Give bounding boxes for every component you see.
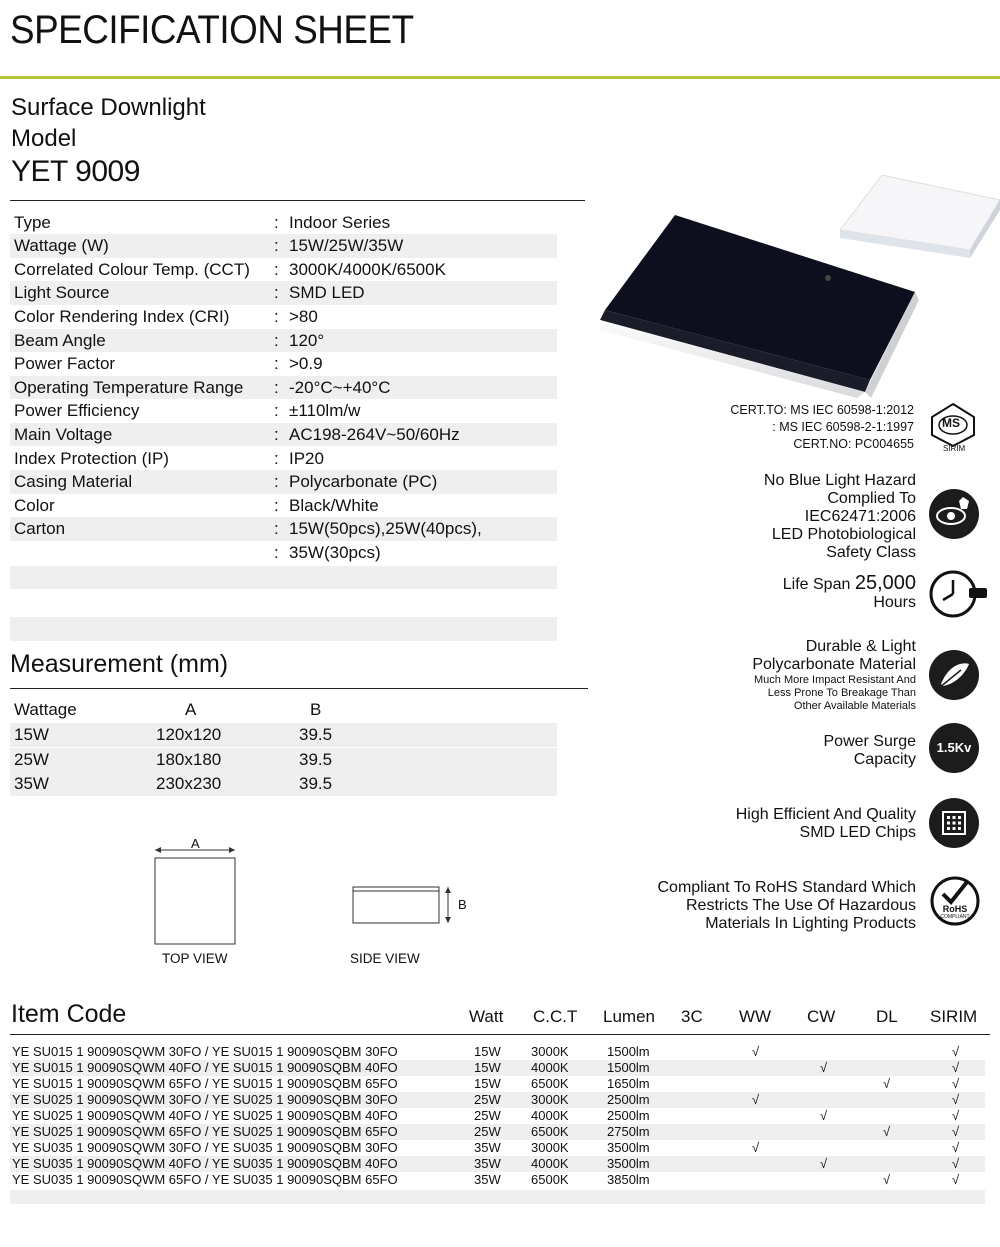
spec-row	[10, 494, 557, 518]
chip-icon	[929, 798, 979, 848]
top-view-label: TOP VIEW	[162, 951, 228, 966]
item-watt: 15W	[474, 1044, 501, 1059]
feature-text: IEC62471:2006	[804, 508, 916, 525]
sirim-check-mark: √	[952, 1156, 960, 1171]
item-code-row	[10, 1092, 985, 1108]
feature-text: High Efficient And Quality	[735, 806, 916, 823]
power-surge-feature	[824, 733, 917, 769]
spec-label: Power Efficiency	[14, 401, 140, 421]
check-mark: √	[883, 1172, 891, 1187]
spec-row	[10, 376, 557, 400]
feature-text: Materials In Lighting Products	[705, 915, 916, 932]
spec-label: Power Factor	[14, 354, 116, 374]
spec-row-empty	[10, 566, 557, 590]
measurement-cell: 35W	[14, 774, 49, 793]
spec-label: Type	[14, 212, 51, 232]
spec-value: 15W(50pcs),25W(40pcs),	[289, 519, 482, 539]
feature-text: Capacity	[853, 751, 916, 768]
dim-b-label: B	[458, 897, 467, 912]
spec-colon: :	[274, 495, 279, 515]
item-code: YE SU015 1 90090SQWM 65FO / YE SU015 1 90090SQBM 65FO	[12, 1076, 398, 1091]
model-label: Model	[11, 125, 77, 152]
feature-text: Compliant To RoHS Standard Which	[657, 879, 916, 896]
check-mark: √	[820, 1060, 828, 1075]
item-code-header-cell: SIRIM	[930, 1007, 978, 1026]
feature-text: Safety Class	[826, 544, 916, 561]
item-code-row-empty	[10, 1190, 985, 1204]
model-number: YET 9009	[11, 155, 140, 188]
check-mark: √	[752, 1044, 760, 1059]
spec-row	[10, 399, 557, 423]
spec-row	[10, 517, 557, 541]
spec-value: 15W/25W/35W	[289, 236, 404, 256]
spec-value: Indoor Series	[289, 212, 391, 232]
spec-colon: :	[274, 448, 279, 468]
spec-colon: :	[274, 236, 279, 256]
life-span-feature	[783, 574, 916, 612]
spec-value: ±110lm/w	[289, 401, 361, 421]
check-mark: √	[752, 1092, 760, 1107]
spec-label: Operating Temperature Range	[14, 377, 244, 397]
clock-icon	[929, 568, 989, 620]
item-code-divider	[10, 1034, 990, 1035]
item-code-header-cell: DL	[876, 1007, 898, 1026]
title-divider	[0, 76, 1000, 79]
measurement-header-cell: A	[185, 700, 197, 719]
cert-line-1: CERT.TO: MS IEC 60598-1:2012	[730, 403, 914, 417]
item-code: YE SU035 1 90090SQWM 65FO / YE SU035 1 90090SQBM 65FO	[12, 1172, 398, 1187]
item-code-header-cell: C.C.T	[533, 1007, 578, 1026]
spec-colon: :	[274, 259, 279, 279]
item-watt: 25W	[474, 1124, 501, 1139]
feature-text: Complied To	[827, 490, 916, 507]
item-code-row	[10, 1172, 985, 1188]
spec-value: -20°C~+40°C	[289, 377, 391, 397]
cert-line-2: : MS IEC 60598-2-1:1997	[772, 420, 914, 434]
item-lumen: 3500lm	[607, 1156, 650, 1171]
item-code: YE SU035 1 90090SQWM 40FO / YE SU035 1 90090SQBM 40FO	[12, 1156, 398, 1171]
spec-value: >80	[289, 306, 318, 326]
side-view-diagram	[350, 882, 460, 928]
spec-row	[10, 352, 557, 376]
item-cct: 6500K	[531, 1124, 569, 1139]
spec-label: Color Rendering Index (CRI)	[14, 306, 230, 326]
item-code-row	[10, 1140, 985, 1156]
cert-line-3: CERT.NO: PC004655	[793, 437, 914, 451]
measurement-cell: 15W	[14, 725, 49, 744]
spec-value: 3000K/4000K/6500K	[289, 259, 446, 279]
item-code-header-cell: Lumen	[603, 1007, 655, 1026]
item-code: YE SU025 1 90090SQWM 30FO / YE SU025 1 90090SQBM 30FO	[12, 1092, 398, 1107]
measurement-cell: 39.5	[299, 725, 333, 744]
product-type: Surface Downlight	[11, 94, 206, 121]
item-lumen: 1650lm	[607, 1076, 650, 1091]
spec-value: IP20	[289, 448, 324, 468]
life-span-unit: Hours	[873, 594, 916, 611]
life-span-label: Life Span	[782, 576, 855, 593]
item-watt: 25W	[474, 1092, 501, 1107]
smd-chip-feature	[736, 806, 916, 842]
measurement-cell: 39.5	[299, 749, 333, 769]
spec-label: Casing Material	[14, 472, 133, 492]
side-view-drawing	[350, 882, 460, 928]
ms-logo-text: MS	[942, 416, 960, 430]
spec-value: >0.9	[289, 354, 323, 374]
check-mark: √	[883, 1124, 891, 1139]
spec-label: Beam Angle	[14, 330, 106, 350]
spec-value: Polycarbonate (PC)	[289, 472, 438, 492]
item-watt: 15W	[474, 1076, 501, 1091]
item-watt: 35W	[474, 1156, 501, 1171]
item-code-row	[10, 1156, 985, 1172]
item-code: YE SU015 1 90090SQWM 30FO / YE SU015 1 90090SQBM 30FO	[12, 1044, 398, 1059]
durable-feature	[752, 638, 916, 713]
spec-colon: :	[274, 519, 279, 539]
feature-text: LED Photobiological	[771, 526, 916, 543]
item-lumen: 3500lm	[607, 1140, 650, 1155]
certification-text	[730, 402, 914, 453]
measurement-header	[10, 698, 557, 722]
sirim-check-mark: √	[952, 1044, 960, 1059]
feature-subtext: Less Prone To Breakage Than	[767, 687, 916, 699]
item-lumen: 1500lm	[607, 1044, 650, 1059]
item-code-header-cell: CW	[807, 1007, 836, 1026]
spec-colon: :	[274, 330, 279, 350]
spec-row-empty	[10, 589, 557, 613]
item-code-row	[10, 1108, 985, 1124]
blue-light-feature	[764, 472, 916, 562]
item-cct: 3000K	[531, 1044, 569, 1059]
dim-a-label: A	[191, 836, 200, 851]
feature-text: Durable & Light	[805, 638, 916, 655]
item-lumen: 2750lm	[607, 1124, 650, 1139]
spec-colon: :	[274, 401, 279, 421]
spec-colon: :	[274, 283, 279, 303]
item-cct: 6500K	[531, 1076, 569, 1091]
feature-text: Power Surge	[823, 733, 916, 750]
spec-divider	[10, 200, 585, 201]
surge-badge-icon	[929, 723, 979, 773]
spec-colon: :	[274, 306, 279, 326]
spec-label: Light Source	[14, 283, 110, 303]
product-heading	[11, 92, 206, 154]
sirim-check-mark: √	[952, 1124, 960, 1139]
item-cct: 3000K	[531, 1140, 569, 1155]
feather-icon	[929, 650, 979, 700]
spec-label: Wattage (W)	[14, 236, 109, 256]
item-code-row	[10, 1060, 985, 1076]
spec-label: Main Voltage	[14, 424, 113, 444]
sirim-check-mark: √	[952, 1060, 960, 1075]
item-code: YE SU015 1 90090SQWM 40FO / YE SU015 1 90090SQBM 40FO	[12, 1060, 398, 1075]
measurement-row	[10, 772, 557, 796]
measurement-cell: 25W	[14, 749, 49, 769]
item-code-row	[10, 1076, 985, 1092]
item-cct: 4000K	[531, 1060, 569, 1075]
spec-row-empty	[10, 617, 557, 641]
rohs-badge-sub: COMPLIANT	[940, 914, 970, 920]
page-title: SPECIFICATION SHEET	[10, 8, 414, 52]
item-code-title: Item Code	[11, 1000, 127, 1028]
sirim-logo-text: SIRIM	[943, 444, 966, 453]
spec-colon: :	[274, 354, 279, 374]
spec-colon: :	[274, 472, 279, 492]
side-view-label: SIDE VIEW	[350, 951, 420, 966]
item-cct: 4000K	[531, 1108, 569, 1123]
spec-row	[10, 211, 557, 235]
spec-label: Color	[14, 495, 55, 515]
item-lumen: 3850lm	[607, 1172, 650, 1187]
spec-value: Black/White	[289, 495, 379, 515]
spec-colon: :	[274, 377, 279, 397]
spec-row	[10, 470, 557, 494]
spec-label: Correlated Colour Temp. (CCT)	[14, 259, 250, 279]
measurement-cell: 230x230	[156, 774, 222, 793]
rohs-badge-text: RoHS	[942, 904, 968, 914]
item-watt: 15W	[474, 1060, 501, 1075]
spec-value: 120°	[289, 330, 325, 350]
item-code: YE SU035 1 90090SQWM 30FO / YE SU035 1 90090SQBM 30FO	[12, 1140, 398, 1155]
spec-colon: :	[274, 542, 279, 562]
measurement-title: Measurement (mm)	[10, 650, 229, 678]
spec-row	[10, 258, 557, 282]
spec-row	[10, 281, 557, 305]
measurement-divider	[10, 688, 588, 689]
surge-badge-text: 1.5Kv	[936, 740, 972, 755]
item-code-row	[10, 1044, 985, 1060]
feature-text: Restricts The Use Of Hazardous	[685, 897, 916, 914]
sirim-check-mark: √	[952, 1092, 960, 1107]
check-mark: √	[883, 1076, 891, 1091]
spec-value: 35W(30pcs)	[289, 542, 381, 562]
item-code-header-cell: WW	[739, 1007, 772, 1026]
item-lumen: 1500lm	[607, 1060, 650, 1075]
product-photo	[595, 170, 1000, 400]
eye-safety-icon	[929, 489, 979, 539]
check-mark: √	[752, 1140, 760, 1155]
spec-row-continued	[10, 541, 557, 565]
rohs-icon	[929, 874, 981, 928]
sirim-ms-logo	[928, 402, 978, 454]
feature-text: SMD LED Chips	[799, 824, 916, 841]
spec-row	[10, 423, 557, 447]
spec-colon: :	[274, 212, 279, 232]
life-span-hours: 25,000	[854, 572, 916, 594]
sirim-check-mark: √	[952, 1140, 960, 1155]
spec-colon: :	[274, 424, 279, 444]
spec-label: Carton	[14, 519, 66, 539]
feature-text: No Blue Light Hazard	[763, 472, 916, 489]
spec-value: AC198-264V~50/60Hz	[289, 424, 460, 444]
measurement-cell: 120x120	[156, 725, 222, 744]
item-cct: 3000K	[531, 1092, 569, 1107]
sirim-check-mark: √	[952, 1076, 960, 1091]
item-cct: 4000K	[531, 1156, 569, 1171]
measurement-header-cell: Wattage	[14, 700, 77, 719]
item-code-header-cell: Watt	[469, 1007, 504, 1026]
measurement-row	[10, 723, 557, 747]
spec-label: Index Protection (IP)	[14, 448, 169, 468]
spec-row	[10, 305, 557, 329]
item-code: YE SU025 1 90090SQWM 65FO / YE SU025 1 90090SQBM 65FO	[12, 1124, 398, 1139]
feature-text: Polycarbonate Material	[752, 656, 916, 673]
check-mark: √	[820, 1156, 828, 1171]
item-watt: 35W	[474, 1140, 501, 1155]
spec-row	[10, 329, 557, 353]
measurement-row	[10, 748, 557, 772]
measurement-cell: 180x180	[156, 749, 222, 769]
measurement-cell: 39.5	[299, 774, 333, 793]
item-lumen: 2500lm	[607, 1108, 650, 1123]
spec-row	[10, 234, 557, 258]
item-cct: 6500K	[531, 1172, 569, 1187]
sirim-check-mark: √	[952, 1172, 960, 1187]
spec-value: SMD LED	[289, 283, 365, 303]
rohs-feature	[658, 879, 917, 933]
check-mark: √	[820, 1108, 828, 1123]
feature-subtext: Much More Impact Resistant And	[753, 674, 916, 686]
sirim-check-mark: √	[952, 1108, 960, 1123]
item-code: YE SU025 1 90090SQWM 40FO / YE SU025 1 90090SQBM 40FO	[12, 1108, 398, 1123]
feature-subtext: Other Available Materials	[793, 700, 916, 712]
item-code-header-cell: 3C	[681, 1007, 703, 1026]
item-watt: 25W	[474, 1108, 501, 1123]
measurement-header-cell: B	[310, 700, 322, 719]
spec-row	[10, 447, 557, 471]
item-watt: 35W	[474, 1172, 501, 1187]
item-code-row	[10, 1124, 985, 1140]
item-lumen: 2500lm	[607, 1092, 650, 1107]
